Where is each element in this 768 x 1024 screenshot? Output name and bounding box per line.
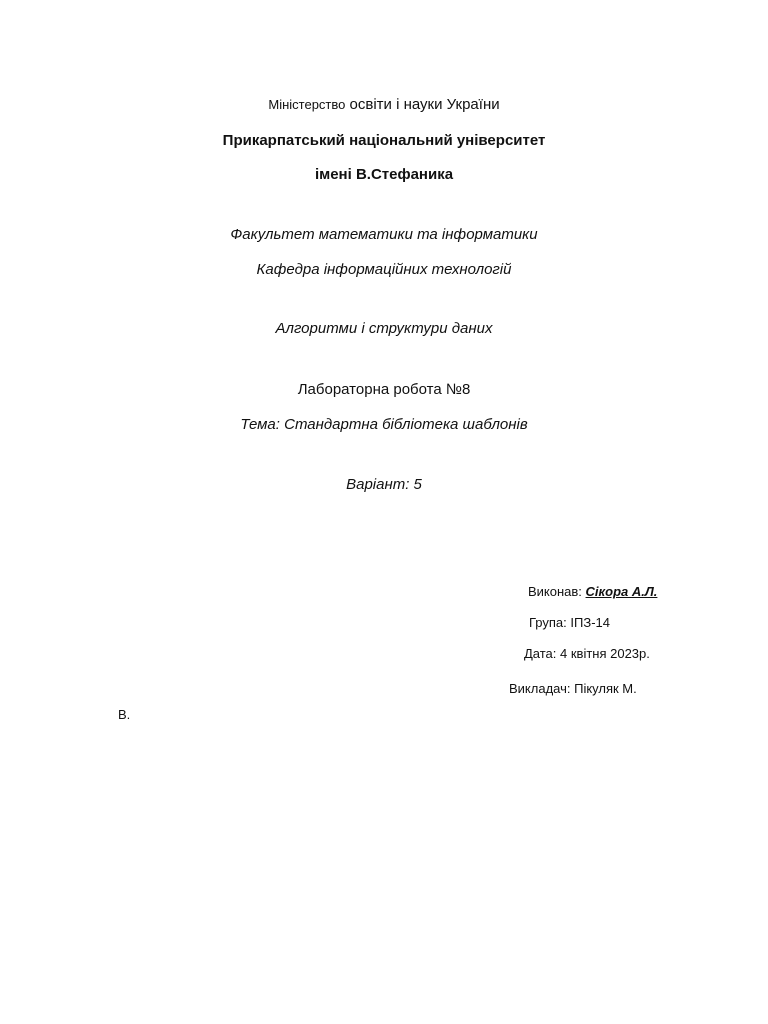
department-name: Кафедра інформаційних технологій <box>256 261 512 278</box>
performer-line <box>528 584 657 599</box>
performer-label: Виконав: <box>528 584 586 599</box>
variant-number: Варіант: 5 <box>346 476 422 493</box>
faculty-name: Факультет математики та інформатики <box>230 226 538 243</box>
ministry-line <box>0 96 768 113</box>
university-name: Прикарпатський національний університет <box>222 132 546 149</box>
university-named-after: імені В.Стефаника <box>314 166 454 183</box>
ministry-part2: освіти і науки України <box>345 96 500 113</box>
performer-name: Сікора А.Л. <box>585 584 658 599</box>
teacher-line: Викладач: Пікуляк М. <box>509 681 637 696</box>
group-line: Група: ІПЗ-14 <box>529 615 610 630</box>
ministry-part1: Міністерство <box>268 97 346 112</box>
date-line: Дата: 4 квітня 2023р. <box>524 646 650 661</box>
lab-topic: Тема: Стандартна бібліотека шаблонів <box>240 416 528 433</box>
lab-title: Лабораторна робота №8 <box>297 381 471 398</box>
subject-name: Алгоритми і структури даних <box>275 320 493 337</box>
teacher-initial-continuation: В. <box>118 707 131 722</box>
